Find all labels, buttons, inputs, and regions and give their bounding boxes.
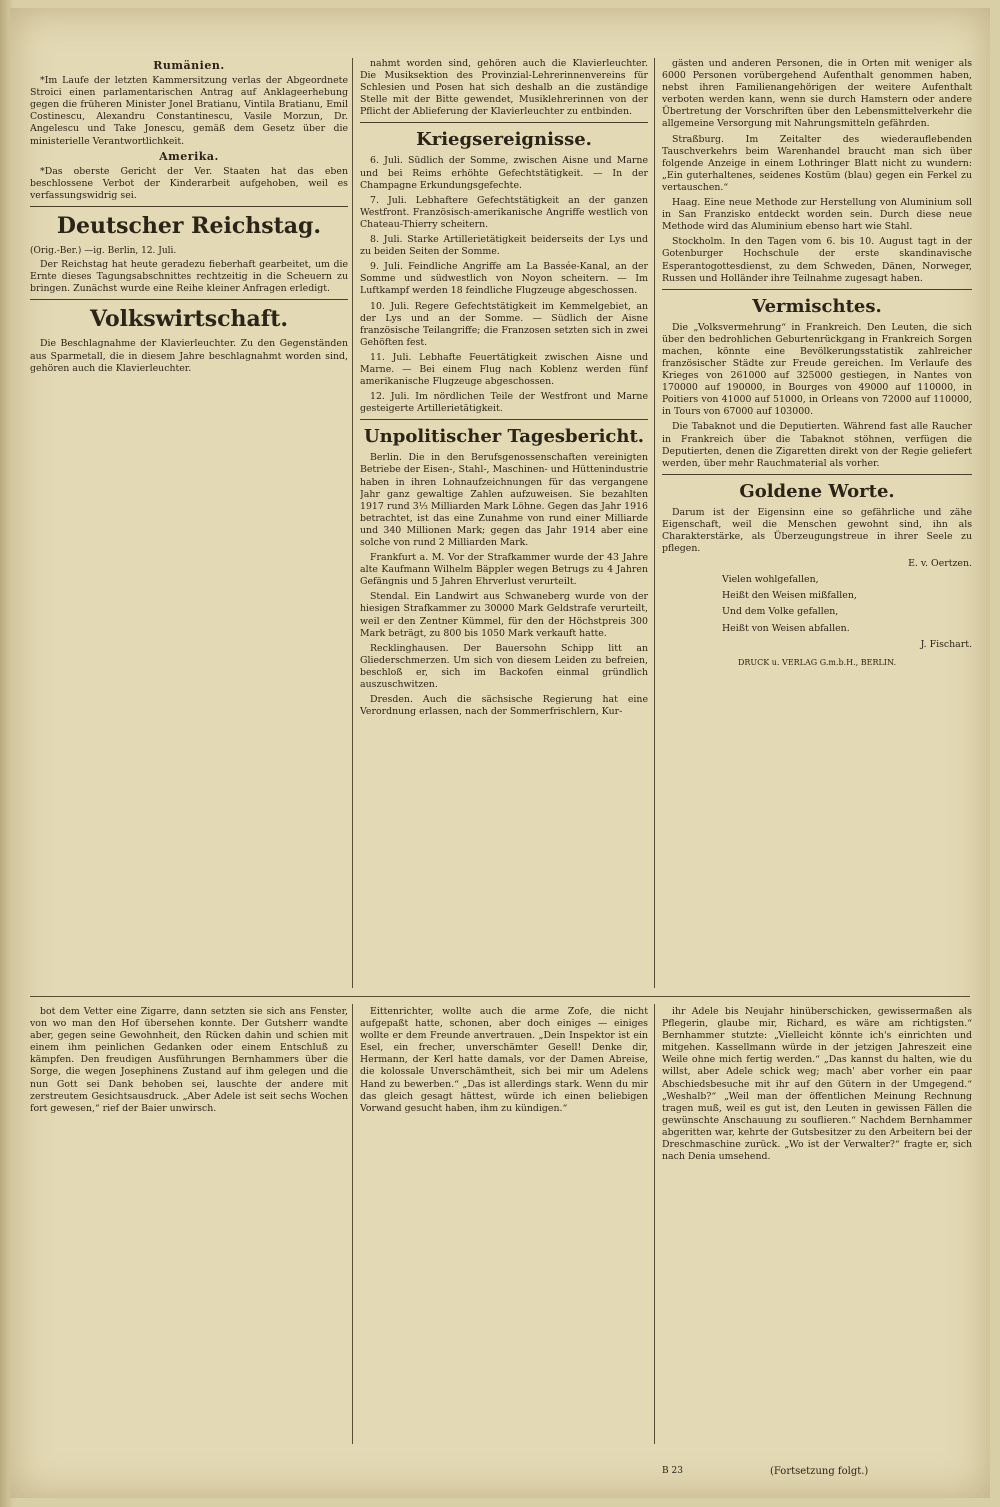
rule [360, 419, 648, 420]
kriegsereignis-item: 7. Juli. Lebhaftere Gefechtstätigkeit an der ganzen Westfront. Französisch-amerikanische Angriffe westlich von Chateau-Thierry scheitern. [360, 194, 648, 230]
rumaenien-heading: Rumänien. [153, 59, 225, 72]
poem-line: Heißt von Weisen abfallen. [722, 622, 850, 634]
lower-column-2 [360, 1006, 648, 1446]
column-divider [352, 58, 353, 988]
klavierleuchter-text: nahmt worden sind, gehören auch die Klavierleuchter. Die Musiksektion des Provinzial-Lehrerinnenvereins für Schlesien und Posen hat sich deshalb an die zuständige Stelle mit der Bitte gewendet, Musiklehrerinnen von der Pflicht der Ablieferung der Klavierleuchter zu entbinden. [360, 58, 648, 118]
tabaknot-text: Die Tabaknot und die Deputierten. Während fast alle Raucher in Frankreich über die Tabaknot stöhnen, verfügen die Deputierten, denen die Zigaretten direkt von der Regie geliefert werden, über mehr Rauchmaterial als vorher. [662, 421, 972, 469]
lower-column-1 [30, 1006, 348, 1446]
vermischtes-heading: Vermischtes. [752, 295, 882, 317]
upper-column-3 [662, 58, 972, 988]
stendal-text: Stendal. Ein Landwirt aus Schwaneberg wurde von der hiesigen Strafkammer zu 30000 Mark Geldstrafe verurteilt, weil er den Zentner Kümmel, für den der Höchstpreis 300 Mark beträgt, zu 800 bis 1050 Mark verkauft hatte. [360, 591, 648, 639]
volkswirtschaft-heading: Volkswirtschaft. [89, 306, 289, 333]
rule [360, 122, 648, 123]
kriegsereignisse-heading: Kriegsereignisse. [416, 129, 592, 151]
kriegsereignis-item: 10. Juli. Regere Gefechtstätigkeit im Kemmelgebiet, an der Lys und an der Somme. — Südlich der Aisne französische Teilangriffe; die Franzosen setzten sich in zwei Gehöften fest. [360, 300, 648, 348]
reichstag-heading: Deutscher Reichstag. [56, 213, 322, 240]
kriegsereignis-item: 11. Juli. Lebhafte Feuertätigkeit zwischen Aisne und Marne. — Bei einem Flug nach Koblenz werden fünf amerikanische Flugzeuge abgeschossen. [360, 351, 648, 388]
strassburg-text: Straßburg. Im Zeitalter des wiederauflebenden Tauschverkehrs beim Warenhandel braucht man sich über folgende Anzeige in einem Lothringer Blatt nicht zu wundern: „Ein guterhaltenes, seidenes Kostüm (blau) gegen ein Ferkel zu vertauschen.“ [662, 133, 972, 193]
rumaenien-text: *Im Laufe der letzten Kammersitzung verlas der Abgeordnete Stroici einen parlamentarischen Antrag auf Anklageerhebung gegen die früheren Minister Jonel Bratianu, Vintila Bratianu, Emil Costinescu, Alexandru Constantinescu, Vasile Morzun, Dr. Angelescu und Take Jonescu, gemäß dem Gesetz über die ministerielle Verantwortlichkeit. [30, 75, 348, 147]
serial-text-3: ihr Adele bis Neujahr hinüberschicken, gewissermaßen als Pflegerin, glaube mir, Richard, es wäre am richtigsten.“ Bernhammer stutzte: „Vielleicht könnte ich's einrichten und mitgehen. Kassellmann würde in der jetzigen Jahreszeit eine Weile ohne mich fertig werden.“ „Das kannst du halten, wie du willst, aber Adele schick weg; mach' aber vorher ein paar Abschiedsbesuche mit ihr auf den Gütern in der Umgegend.“ „Weshalb?“ „Weil man der öffentlichen Meinung Rechnung tragen muß, weil es gut ist, den Leuten in gewissen Fällen die gewünschte Anschauung zu souflieren.“ Nachdem Bernhammer abgeritten war, kehrte der Gutsbesitzer zu den Arbeitern bei der Dreschmaschine zurück. „Wo ist der Verwalter?“ fragte er, sich nach Denia umsehend. [662, 1006, 972, 1163]
volksvermehrung-text: Die „Volksvermehrung“ in Frankreich. Den Leuten, die sich über den bedrohlichen Geburtenrückgang in Frankreich Sorgen machen, könnte eine Bevölkerungsstatistik zahlreicher französischer Städte zur Freude gereichen. Im Verlaufe des Krieges von 261000 auf 325000 gestiegen, in Nantes von 170000 auf 190000, in Bourges von 49000 auf 110000, in Poitiers von 41000 auf 51000, in Orleans von 72000 auf 110000, in Tours von 67000 auf 103000. [662, 321, 972, 418]
lower-column-3 [662, 1006, 972, 1446]
column-divider [654, 1004, 655, 1444]
continuation-note: (Fortsetzung folgt.) [770, 1466, 869, 1477]
reichstag-dateline: (Orig.-Ber.) —ig. Berlin, 12. Juli. [30, 246, 177, 257]
column-divider [654, 58, 655, 988]
section-divider [30, 996, 970, 997]
goldene-worte-author: E. v. Oertzen. [908, 558, 972, 570]
amerika-text: *Das oberste Gericht der Ver. Staaten hat das eben beschlossene Verbot der Kinderarbeit aufgehoben, weil es verfassungswidrig sei. [30, 165, 348, 201]
kriegsereignis-item: 6. Juli. Südlich der Somme, zwischen Aisne und Marne und bei Reims erhöhte Gefechtstätigkeit. — In der Champagne Erkundungsgefechte. [360, 155, 648, 191]
stockholm-text: Stockholm. In den Tagen vom 6. bis 10. August tagt in der Gotenburger Hochschule der erste skandinavische Esperantogottesdienst, zu dem Schweden, Dänen, Norweger, Russen und Holländer ihre Teilnahme zugesagt haben. [662, 236, 972, 284]
poem-line: Vielen wohlgefallen, [722, 574, 819, 586]
rule [30, 299, 348, 300]
hamstern-text: gästen und anderen Personen, die in Orten mit weniger als 6000 Personen vorübergehend Aufenthalt genommen haben, nebst ihren Familienangehörigen der weitere Aufenthalt verboten werden kann, wenn sie durch Hamstern oder andere Übertretung der Vorschriften über den Lebensmittelverkehr die allgemeine Versorgung mit Nahrungsmitteln gefährden. [662, 58, 972, 130]
column-divider [352, 1004, 353, 1444]
poem-line: Heißt den Weisen mißfallen, [722, 590, 857, 602]
serial-text-1: bot dem Vetter eine Zigarre, dann setzten sie sich ans Fenster, von wo man den Hof übersehen konnte. Der Gutsherr wandte aber, gegen seine Gewohnheit, den Rücken dahin und schien mit einem ihm peinlichen Gedanken oder einem Entschluß zu kämpfen. Den freudigen Ausführungen Bernhammers über die Sorge, die wegen Josephinens Zustand auf ihm gelegen und die nun Gott sei Dank behoben sei, lauschte der andere mit zerstreutem Gesichtsausdruck. „Aber Adele ist seit sechs Wochen fort gewesen,“ rief der Baier unwirsch. [30, 1006, 348, 1114]
goldene-worte-heading: Goldene Worte. [739, 480, 895, 502]
recklinghausen-text: Recklinghausen. Der Bauersohn Schipp litt an Gliederschmerzen. Um sich von diesem Leiden zu befreien, beschloß er, sich im Backofen einmal gründlich auszuschwitzen. [360, 642, 648, 691]
berlin-text: Berlin. Die in den Berufsgenossenschaften vereinigten Betriebe der Eisen-, Stahl-, Maschinen- und Hüttenindustrie haben in ihren Lohnaufzeichnungen für das vergangene Jahr ganz gewaltige Zahlen aufzuweisen. Sie bezahlten 1917 rund 3⅓ Milliarden Mark Löhne. Gegen das Jahr 1916 betrachtet, ist das eine Zunahme von rund einer Milliarde und 340 Millionen Mark; gegen das Jahr 1914 aber eine solche von rund 2 Milliarden Mark. [360, 452, 648, 548]
kriegsereignis-item: 9. Juli. Feindliche Angriffe am La Bassée-Kanal, an der Somme und südwestlich von Noyon scheitern. — Im Luftkampf werden 18 feindliche Flugzeuge abgeschossen. [360, 261, 648, 297]
kriegsereignis-item: 8. Juli. Starke Artillerietätigkeit beiderseits der Lys und zu beiden Seiten der Somme. [360, 234, 648, 258]
upper-column-2 [360, 58, 648, 988]
rule [30, 206, 348, 207]
tagesbericht-heading: Unpolitischer Tagesbericht. [363, 426, 645, 448]
newspaper-page [10, 8, 990, 1498]
rule [662, 474, 972, 475]
reichstag-text: Der Reichstag hat heute geradezu fieberhaft gearbeitet, um die Ernte dieses Tagungsabschnittes rechtzeitig in die Scheuern zu bringen. Zunächst wurde eine Reihe kleiner Anfragen erledigt. [30, 259, 348, 295]
dresden-text: Dresden. Auch die sächsische Regierung hat eine Verordnung erlassen, nach der Sommerfrischlern, Kur- [360, 694, 648, 718]
rule [662, 289, 972, 290]
footer-mark: B 23 [662, 1466, 683, 1476]
printer-imprint: DRUCK u. VERLAG G.m.b.H., BERLIN. [737, 657, 896, 667]
serial-text-2: Eittenrichter, wollte auch die arme Zofe, die nicht aufgepaßt hatte, schonen, aber doch einiges — einiges wollte er dem Freunde anvertrauen. „Dein Inspektor ist ein Esel, ein frecher, unverschämter Gesell! Denke dir, Hermann, der Kerl hatte damals, vor der Damen Abreise, die kolossale Unverschämtheit, sich bei mir um Adelens Hand zu bewerben.“ „Das ist allerdings stark. Wenn du mir das gleich gesagt hättest, würde ich einen beliebigen Vorwand gesucht haben, ihm zu kündigen.“ [360, 1006, 648, 1114]
poem-author: J. Fischart. [920, 638, 972, 650]
volkswirtschaft-text: Die Beschlagnahme der Klavierleuchter. Zu den Gegenständen aus Sparmetall, die in diesem Jahre beschlagnahmt worden sind, gehören auch die Klavierleuchter. [30, 338, 348, 374]
upper-column-1 [30, 58, 348, 988]
kriegsereignis-item: 12. Juli. Im nördlichen Teile der Westfront und Marne gesteigerte Artillerietätigkeit. [360, 391, 648, 415]
amerika-heading: Amerika. [159, 149, 219, 163]
haag-text: Haag. Eine neue Methode zur Herstellung von Aluminium soll in San Franzisko entdeckt worden sein. Durch diese neue Methode wird das Aluminium ebenso hart wie Stahl. [662, 197, 972, 233]
goldene-worte-text: Darum ist der Eigensinn eine so gefährliche und zähe Eigenschaft, weil die Menschen gewohnt sind, ihn als Charakterstärke, als Überzeugungstreue in ihrer Seele zu pflegen. [662, 506, 972, 555]
poem-line: Und dem Volke gefallen, [722, 606, 839, 618]
frankfurt-text: Frankfurt a. M. Vor der Strafkammer wurde der 43 Jahre alte Kaufmann Wilhelm Bäppler wegen Betrugs zu 4 Jahren Gefängnis und 5 Jahren Ehrverlust verurteilt. [360, 552, 648, 588]
